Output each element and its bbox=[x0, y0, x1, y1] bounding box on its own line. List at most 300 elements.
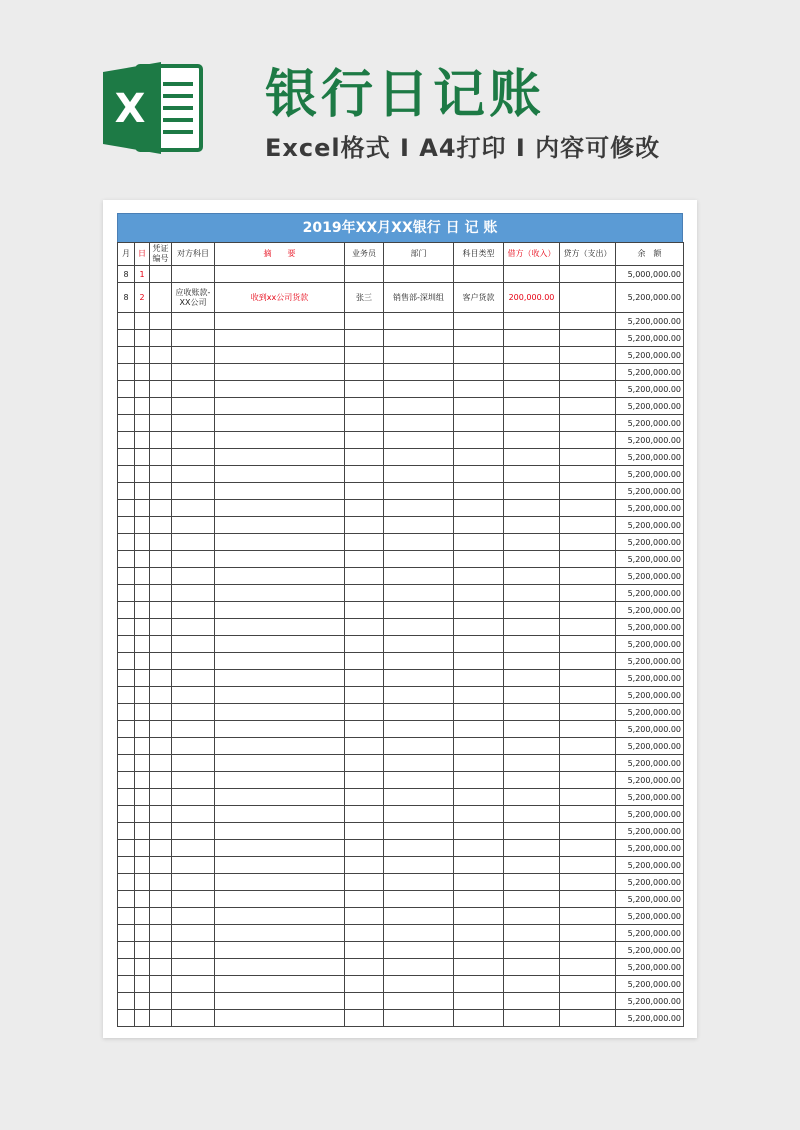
cell-credit[interactable] bbox=[560, 891, 616, 908]
cell-balance[interactable]: 5,200,000.00 bbox=[616, 721, 684, 738]
table-row[interactable] bbox=[118, 857, 684, 874]
cell-debit[interactable] bbox=[504, 398, 560, 415]
cell-credit[interactable] bbox=[560, 534, 616, 551]
cell-summary[interactable] bbox=[215, 415, 345, 432]
cell-debit[interactable] bbox=[504, 959, 560, 976]
cell-debit[interactable] bbox=[504, 449, 560, 466]
cell-summary[interactable] bbox=[215, 874, 345, 891]
cell-debit[interactable] bbox=[504, 721, 560, 738]
cell-month[interactable] bbox=[118, 483, 135, 500]
cell-type[interactable] bbox=[454, 517, 504, 534]
cell-month[interactable] bbox=[118, 789, 135, 806]
table-row[interactable] bbox=[118, 687, 684, 704]
cell-voucher[interactable] bbox=[150, 449, 172, 466]
cell-summary[interactable] bbox=[215, 585, 345, 602]
cell-type[interactable] bbox=[454, 1010, 504, 1027]
cell-account[interactable] bbox=[172, 313, 215, 330]
cell-day[interactable] bbox=[135, 398, 150, 415]
cell-staff[interactable] bbox=[345, 483, 384, 500]
cell-credit[interactable] bbox=[560, 704, 616, 721]
cell-summary[interactable] bbox=[215, 619, 345, 636]
cell-dept[interactable] bbox=[384, 398, 454, 415]
cell-type[interactable] bbox=[454, 636, 504, 653]
cell-voucher[interactable] bbox=[150, 266, 172, 283]
cell-credit[interactable] bbox=[560, 1010, 616, 1027]
cell-day[interactable] bbox=[135, 925, 150, 942]
cell-voucher[interactable] bbox=[150, 891, 172, 908]
cell-month[interactable]: 8 bbox=[118, 283, 135, 313]
table-row[interactable] bbox=[118, 891, 684, 908]
cell-balance[interactable]: 5,200,000.00 bbox=[616, 1010, 684, 1027]
table-row[interactable] bbox=[118, 381, 684, 398]
cell-summary[interactable] bbox=[215, 721, 345, 738]
cell-day[interactable] bbox=[135, 415, 150, 432]
cell-voucher[interactable] bbox=[150, 398, 172, 415]
cell-month[interactable] bbox=[118, 602, 135, 619]
cell-dept[interactable] bbox=[384, 874, 454, 891]
cell-month[interactable] bbox=[118, 942, 135, 959]
cell-day[interactable] bbox=[135, 1010, 150, 1027]
table-row[interactable] bbox=[118, 500, 684, 517]
cell-day[interactable] bbox=[135, 517, 150, 534]
cell-account[interactable] bbox=[172, 585, 215, 602]
cell-credit[interactable] bbox=[560, 772, 616, 789]
cell-type[interactable] bbox=[454, 925, 504, 942]
cell-balance[interactable]: 5,200,000.00 bbox=[616, 687, 684, 704]
cell-credit[interactable] bbox=[560, 687, 616, 704]
cell-debit[interactable] bbox=[504, 857, 560, 874]
cell-month[interactable] bbox=[118, 857, 135, 874]
cell-debit[interactable] bbox=[504, 874, 560, 891]
cell-type[interactable] bbox=[454, 789, 504, 806]
table-row[interactable] bbox=[118, 772, 684, 789]
cell-summary[interactable] bbox=[215, 347, 345, 364]
cell-type[interactable] bbox=[454, 381, 504, 398]
cell-staff[interactable] bbox=[345, 500, 384, 517]
cell-day[interactable] bbox=[135, 585, 150, 602]
cell-type[interactable] bbox=[454, 551, 504, 568]
table-row[interactable] bbox=[118, 789, 684, 806]
cell-summary[interactable] bbox=[215, 704, 345, 721]
table-row[interactable] bbox=[118, 585, 684, 602]
cell-balance[interactable]: 5,200,000.00 bbox=[616, 942, 684, 959]
cell-summary[interactable] bbox=[215, 432, 345, 449]
cell-balance[interactable]: 5,200,000.00 bbox=[616, 619, 684, 636]
cell-summary[interactable] bbox=[215, 976, 345, 993]
cell-staff[interactable] bbox=[345, 772, 384, 789]
table-row[interactable] bbox=[118, 347, 684, 364]
cell-balance[interactable]: 5,200,000.00 bbox=[616, 602, 684, 619]
cell-debit[interactable] bbox=[504, 330, 560, 347]
cell-credit[interactable] bbox=[560, 840, 616, 857]
cell-account[interactable] bbox=[172, 347, 215, 364]
cell-dept[interactable] bbox=[384, 857, 454, 874]
cell-type[interactable] bbox=[454, 857, 504, 874]
cell-debit[interactable] bbox=[504, 602, 560, 619]
cell-day[interactable] bbox=[135, 806, 150, 823]
cell-dept[interactable] bbox=[384, 738, 454, 755]
cell-voucher[interactable] bbox=[150, 874, 172, 891]
cell-account[interactable] bbox=[172, 432, 215, 449]
table-row[interactable] bbox=[118, 908, 684, 925]
cell-debit[interactable] bbox=[504, 840, 560, 857]
cell-debit[interactable] bbox=[504, 636, 560, 653]
cell-type[interactable] bbox=[454, 993, 504, 1010]
cell-summary[interactable] bbox=[215, 381, 345, 398]
cell-month[interactable] bbox=[118, 415, 135, 432]
cell-month[interactable] bbox=[118, 1010, 135, 1027]
cell-staff[interactable] bbox=[345, 1010, 384, 1027]
cell-month[interactable] bbox=[118, 908, 135, 925]
cell-summary[interactable] bbox=[215, 568, 345, 585]
cell-staff[interactable] bbox=[345, 925, 384, 942]
cell-account[interactable] bbox=[172, 619, 215, 636]
cell-dept[interactable]: 销售部-深圳组 bbox=[384, 283, 454, 313]
cell-dept[interactable] bbox=[384, 364, 454, 381]
cell-staff[interactable] bbox=[345, 891, 384, 908]
cell-debit[interactable] bbox=[504, 534, 560, 551]
cell-summary[interactable] bbox=[215, 687, 345, 704]
cell-account[interactable] bbox=[172, 266, 215, 283]
cell-debit[interactable] bbox=[504, 738, 560, 755]
cell-balance[interactable]: 5,200,000.00 bbox=[616, 449, 684, 466]
cell-type[interactable] bbox=[454, 330, 504, 347]
cell-day[interactable] bbox=[135, 738, 150, 755]
cell-debit[interactable] bbox=[504, 585, 560, 602]
cell-voucher[interactable] bbox=[150, 330, 172, 347]
cell-day[interactable] bbox=[135, 432, 150, 449]
cell-staff[interactable] bbox=[345, 636, 384, 653]
cell-dept[interactable] bbox=[384, 517, 454, 534]
cell-month[interactable] bbox=[118, 364, 135, 381]
cell-dept[interactable] bbox=[384, 483, 454, 500]
cell-voucher[interactable] bbox=[150, 364, 172, 381]
cell-credit[interactable] bbox=[560, 619, 616, 636]
cell-credit[interactable] bbox=[560, 942, 616, 959]
cell-credit[interactable] bbox=[560, 483, 616, 500]
cell-type[interactable] bbox=[454, 721, 504, 738]
cell-day[interactable] bbox=[135, 313, 150, 330]
cell-balance[interactable]: 5,200,000.00 bbox=[616, 466, 684, 483]
cell-voucher[interactable] bbox=[150, 925, 172, 942]
cell-type[interactable] bbox=[454, 619, 504, 636]
cell-type[interactable] bbox=[454, 670, 504, 687]
cell-type[interactable] bbox=[454, 823, 504, 840]
cell-balance[interactable]: 5,200,000.00 bbox=[616, 381, 684, 398]
cell-credit[interactable] bbox=[560, 500, 616, 517]
table-row[interactable] bbox=[118, 738, 684, 755]
cell-staff[interactable] bbox=[345, 517, 384, 534]
table-row[interactable] bbox=[118, 976, 684, 993]
cell-voucher[interactable] bbox=[150, 976, 172, 993]
cell-summary[interactable] bbox=[215, 517, 345, 534]
cell-voucher[interactable] bbox=[150, 466, 172, 483]
cell-credit[interactable] bbox=[560, 551, 616, 568]
cell-balance[interactable]: 5,200,000.00 bbox=[616, 283, 684, 313]
cell-credit[interactable] bbox=[560, 857, 616, 874]
cell-summary[interactable] bbox=[215, 330, 345, 347]
cell-debit[interactable] bbox=[504, 432, 560, 449]
cell-staff[interactable] bbox=[345, 534, 384, 551]
cell-account[interactable] bbox=[172, 687, 215, 704]
cell-type[interactable] bbox=[454, 874, 504, 891]
cell-dept[interactable] bbox=[384, 891, 454, 908]
cell-voucher[interactable] bbox=[150, 432, 172, 449]
cell-month[interactable] bbox=[118, 670, 135, 687]
cell-balance[interactable]: 5,200,000.00 bbox=[616, 534, 684, 551]
cell-credit[interactable] bbox=[560, 283, 616, 313]
cell-month[interactable] bbox=[118, 755, 135, 772]
cell-day[interactable] bbox=[135, 466, 150, 483]
cell-account[interactable] bbox=[172, 398, 215, 415]
cell-month[interactable] bbox=[118, 551, 135, 568]
cell-month[interactable] bbox=[118, 347, 135, 364]
cell-account[interactable] bbox=[172, 755, 215, 772]
cell-debit[interactable] bbox=[504, 755, 560, 772]
cell-credit[interactable] bbox=[560, 908, 616, 925]
cell-dept[interactable] bbox=[384, 772, 454, 789]
cell-credit[interactable] bbox=[560, 398, 616, 415]
cell-debit[interactable] bbox=[504, 551, 560, 568]
cell-staff[interactable] bbox=[345, 466, 384, 483]
cell-staff[interactable] bbox=[345, 840, 384, 857]
cell-balance[interactable]: 5,200,000.00 bbox=[616, 840, 684, 857]
cell-voucher[interactable] bbox=[150, 313, 172, 330]
cell-account[interactable] bbox=[172, 823, 215, 840]
cell-summary[interactable] bbox=[215, 925, 345, 942]
cell-dept[interactable] bbox=[384, 704, 454, 721]
cell-month[interactable] bbox=[118, 704, 135, 721]
cell-staff[interactable] bbox=[345, 976, 384, 993]
table-row[interactable] bbox=[118, 449, 684, 466]
cell-credit[interactable] bbox=[560, 266, 616, 283]
cell-dept[interactable] bbox=[384, 653, 454, 670]
table-row[interactable] bbox=[118, 330, 684, 347]
cell-dept[interactable] bbox=[384, 755, 454, 772]
cell-debit[interactable] bbox=[504, 266, 560, 283]
cell-day[interactable] bbox=[135, 942, 150, 959]
cell-credit[interactable] bbox=[560, 466, 616, 483]
cell-staff[interactable] bbox=[345, 704, 384, 721]
cell-account[interactable] bbox=[172, 449, 215, 466]
cell-balance[interactable]: 5,200,000.00 bbox=[616, 500, 684, 517]
cell-account[interactable] bbox=[172, 806, 215, 823]
cell-dept[interactable] bbox=[384, 942, 454, 959]
cell-balance[interactable]: 5,200,000.00 bbox=[616, 704, 684, 721]
cell-month[interactable] bbox=[118, 925, 135, 942]
cell-voucher[interactable] bbox=[150, 551, 172, 568]
cell-account[interactable] bbox=[172, 381, 215, 398]
cell-voucher[interactable] bbox=[150, 959, 172, 976]
cell-debit[interactable] bbox=[504, 942, 560, 959]
cell-month[interactable] bbox=[118, 636, 135, 653]
cell-summary[interactable] bbox=[215, 806, 345, 823]
cell-day[interactable] bbox=[135, 976, 150, 993]
cell-debit[interactable]: 200,000.00 bbox=[504, 283, 560, 313]
cell-credit[interactable] bbox=[560, 602, 616, 619]
cell-type[interactable] bbox=[454, 585, 504, 602]
cell-staff[interactable] bbox=[345, 585, 384, 602]
cell-type[interactable] bbox=[454, 534, 504, 551]
cell-month[interactable] bbox=[118, 687, 135, 704]
cell-type[interactable] bbox=[454, 687, 504, 704]
cell-voucher[interactable] bbox=[150, 602, 172, 619]
cell-type[interactable] bbox=[454, 466, 504, 483]
cell-month[interactable] bbox=[118, 534, 135, 551]
cell-staff[interactable] bbox=[345, 959, 384, 976]
cell-credit[interactable] bbox=[560, 789, 616, 806]
cell-voucher[interactable] bbox=[150, 704, 172, 721]
table-row[interactable] bbox=[118, 551, 684, 568]
cell-staff[interactable] bbox=[345, 551, 384, 568]
cell-month[interactable] bbox=[118, 806, 135, 823]
cell-month[interactable] bbox=[118, 653, 135, 670]
cell-balance[interactable]: 5,200,000.00 bbox=[616, 755, 684, 772]
table-row[interactable] bbox=[118, 483, 684, 500]
cell-credit[interactable] bbox=[560, 415, 616, 432]
table-row[interactable] bbox=[118, 1010, 684, 1027]
cell-dept[interactable] bbox=[384, 534, 454, 551]
cell-credit[interactable] bbox=[560, 653, 616, 670]
cell-voucher[interactable] bbox=[150, 517, 172, 534]
cell-credit[interactable] bbox=[560, 585, 616, 602]
table-row[interactable] bbox=[118, 806, 684, 823]
cell-account[interactable] bbox=[172, 568, 215, 585]
cell-staff[interactable] bbox=[345, 687, 384, 704]
cell-month[interactable] bbox=[118, 585, 135, 602]
cell-summary[interactable] bbox=[215, 823, 345, 840]
cell-day[interactable] bbox=[135, 636, 150, 653]
cell-voucher[interactable] bbox=[150, 823, 172, 840]
cell-voucher[interactable] bbox=[150, 670, 172, 687]
cell-balance[interactable]: 5,200,000.00 bbox=[616, 891, 684, 908]
cell-voucher[interactable] bbox=[150, 993, 172, 1010]
cell-staff[interactable] bbox=[345, 619, 384, 636]
cell-voucher[interactable] bbox=[150, 347, 172, 364]
cell-month[interactable] bbox=[118, 959, 135, 976]
cell-account[interactable] bbox=[172, 891, 215, 908]
cell-summary[interactable] bbox=[215, 789, 345, 806]
cell-month[interactable] bbox=[118, 993, 135, 1010]
cell-dept[interactable] bbox=[384, 789, 454, 806]
cell-dept[interactable] bbox=[384, 840, 454, 857]
cell-account[interactable] bbox=[172, 534, 215, 551]
cell-balance[interactable]: 5,200,000.00 bbox=[616, 313, 684, 330]
table-row[interactable] bbox=[118, 755, 684, 772]
cell-credit[interactable] bbox=[560, 806, 616, 823]
cell-summary[interactable] bbox=[215, 636, 345, 653]
cell-dept[interactable] bbox=[384, 823, 454, 840]
table-row[interactable] bbox=[118, 568, 684, 585]
cell-account[interactable] bbox=[172, 704, 215, 721]
cell-balance[interactable]: 5,200,000.00 bbox=[616, 432, 684, 449]
cell-summary[interactable] bbox=[215, 466, 345, 483]
cell-balance[interactable]: 5,200,000.00 bbox=[616, 993, 684, 1010]
cell-day[interactable] bbox=[135, 330, 150, 347]
cell-summary[interactable] bbox=[215, 772, 345, 789]
cell-account[interactable] bbox=[172, 466, 215, 483]
cell-account[interactable] bbox=[172, 925, 215, 942]
cell-summary[interactable] bbox=[215, 534, 345, 551]
cell-debit[interactable] bbox=[504, 653, 560, 670]
cell-summary[interactable] bbox=[215, 1010, 345, 1027]
cell-voucher[interactable] bbox=[150, 415, 172, 432]
cell-staff[interactable] bbox=[345, 653, 384, 670]
cell-credit[interactable] bbox=[560, 449, 616, 466]
cell-balance[interactable]: 5,200,000.00 bbox=[616, 925, 684, 942]
cell-summary[interactable] bbox=[215, 398, 345, 415]
cell-debit[interactable] bbox=[504, 993, 560, 1010]
cell-debit[interactable] bbox=[504, 381, 560, 398]
cell-type[interactable]: 客户货款 bbox=[454, 283, 504, 313]
cell-summary[interactable] bbox=[215, 959, 345, 976]
cell-dept[interactable] bbox=[384, 568, 454, 585]
cell-type[interactable] bbox=[454, 432, 504, 449]
cell-day[interactable] bbox=[135, 704, 150, 721]
cell-month[interactable] bbox=[118, 330, 135, 347]
cell-day[interactable]: 2 bbox=[135, 283, 150, 313]
cell-account[interactable] bbox=[172, 721, 215, 738]
cell-staff[interactable] bbox=[345, 738, 384, 755]
cell-month[interactable] bbox=[118, 313, 135, 330]
cell-account[interactable] bbox=[172, 670, 215, 687]
cell-voucher[interactable] bbox=[150, 1010, 172, 1027]
table-row[interactable] bbox=[118, 466, 684, 483]
cell-staff[interactable] bbox=[345, 823, 384, 840]
cell-debit[interactable] bbox=[504, 1010, 560, 1027]
cell-balance[interactable]: 5,200,000.00 bbox=[616, 908, 684, 925]
cell-summary[interactable] bbox=[215, 500, 345, 517]
cell-staff[interactable] bbox=[345, 266, 384, 283]
cell-summary[interactable] bbox=[215, 266, 345, 283]
cell-credit[interactable] bbox=[560, 993, 616, 1010]
cell-month[interactable] bbox=[118, 619, 135, 636]
cell-type[interactable] bbox=[454, 500, 504, 517]
table-row[interactable] bbox=[118, 704, 684, 721]
cell-day[interactable] bbox=[135, 551, 150, 568]
cell-debit[interactable] bbox=[504, 415, 560, 432]
table-row[interactable] bbox=[118, 432, 684, 449]
cell-account[interactable] bbox=[172, 602, 215, 619]
cell-balance[interactable]: 5,200,000.00 bbox=[616, 789, 684, 806]
cell-credit[interactable] bbox=[560, 636, 616, 653]
table-row[interactable] bbox=[118, 313, 684, 330]
cell-type[interactable] bbox=[454, 755, 504, 772]
cell-voucher[interactable] bbox=[150, 483, 172, 500]
cell-dept[interactable] bbox=[384, 976, 454, 993]
cell-summary[interactable] bbox=[215, 993, 345, 1010]
cell-type[interactable] bbox=[454, 908, 504, 925]
cell-day[interactable] bbox=[135, 789, 150, 806]
cell-balance[interactable]: 5,200,000.00 bbox=[616, 772, 684, 789]
cell-account[interactable]: 应收账款-XX公司 bbox=[172, 283, 215, 313]
cell-account[interactable] bbox=[172, 500, 215, 517]
cell-month[interactable]: 8 bbox=[118, 266, 135, 283]
cell-dept[interactable] bbox=[384, 432, 454, 449]
cell-account[interactable] bbox=[172, 789, 215, 806]
cell-balance[interactable]: 5,200,000.00 bbox=[616, 585, 684, 602]
cell-type[interactable] bbox=[454, 483, 504, 500]
cell-day[interactable] bbox=[135, 483, 150, 500]
table-row[interactable] bbox=[118, 636, 684, 653]
cell-dept[interactable] bbox=[384, 347, 454, 364]
table-row[interactable] bbox=[118, 534, 684, 551]
cell-voucher[interactable] bbox=[150, 772, 172, 789]
cell-dept[interactable] bbox=[384, 670, 454, 687]
cell-account[interactable] bbox=[172, 483, 215, 500]
cell-balance[interactable]: 5,200,000.00 bbox=[616, 806, 684, 823]
cell-type[interactable] bbox=[454, 398, 504, 415]
